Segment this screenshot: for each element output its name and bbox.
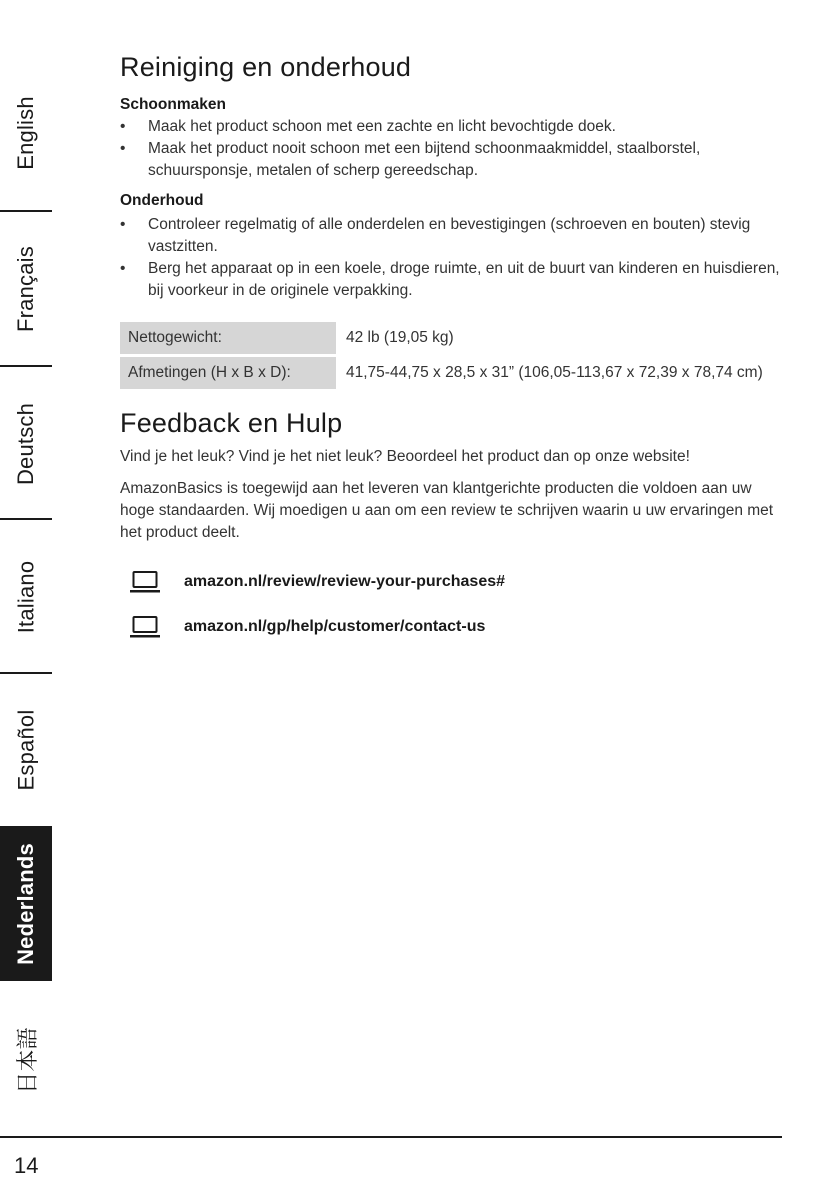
tab-deutsch-label: Deutsch xyxy=(13,402,39,485)
table-row xyxy=(120,322,774,354)
page-number: 14 xyxy=(14,1153,39,1178)
tab-japanese-label: 日本語 xyxy=(14,1026,40,1094)
section-title-cleaning: Reiniging en onderhoud xyxy=(120,52,412,82)
subheading-maintenance: Onderhoud xyxy=(120,192,204,209)
specs-table xyxy=(120,319,774,392)
maintenance-list xyxy=(120,214,784,302)
tab-italiano[interactable] xyxy=(0,520,52,673)
review-link[interactable]: amazon.nl/review/review-your-purchases# xyxy=(184,573,506,590)
table-row xyxy=(120,357,774,389)
spec-key: Afmetingen (H x B x D): xyxy=(120,357,336,389)
tab-espanol-label: Español xyxy=(13,709,38,791)
tab-italiano-label: Italiano xyxy=(13,560,39,633)
spec-value: 42 lb (19,05 kg) xyxy=(346,329,454,346)
contact-link-row[interactable] xyxy=(120,615,784,639)
list-item: • Maak het product schoon met een zachte en licht bevochtigde doek. xyxy=(120,116,784,138)
tab-francais-label: Français xyxy=(13,246,38,332)
clean-list xyxy=(120,116,784,182)
tab-espanol[interactable] xyxy=(0,674,52,826)
tab-deutsch[interactable] xyxy=(0,367,52,520)
feedback-intro: Vind je het leuk? Vind je het niet leuk? Beoordeel het product dan op onze website! xyxy=(120,448,690,465)
laptop-icon xyxy=(130,615,160,639)
tab-nederlands-label: Nederlands xyxy=(13,842,39,965)
list-item: • Maak het product nooit schoon met een bijtend schoonmaakmiddel, staalborstel, schuursponsje, metalen of scherp gereedschap. xyxy=(120,138,784,182)
tab-francais[interactable] xyxy=(0,212,52,366)
tab-english-label: English xyxy=(13,95,38,170)
contact-link[interactable]: amazon.nl/gp/help/customer/contact-us xyxy=(184,618,486,635)
spec-key: Nettogewicht: xyxy=(120,322,336,354)
review-link-row[interactable] xyxy=(120,570,784,594)
list-item: • Berg het apparaat op in een koele, droge ruimte, en uit de buurt van kinderen en huisdieren, bij voorkeur in de originele verpakking. xyxy=(120,258,784,302)
tab-japanese[interactable] xyxy=(0,995,52,1125)
list-item: • Controleer regelmatig of alle onderdelen en bevestigingen (schroeven en bouten) stevig vastzitten. xyxy=(120,214,784,258)
subheading-clean: Schoonmaken xyxy=(120,96,226,113)
footer-divider xyxy=(0,1136,782,1138)
section-title-feedback: Feedback en Hulp xyxy=(120,408,343,438)
tab-english[interactable] xyxy=(0,55,52,210)
spec-value: 41,75-44,75 x 28,5 x 31” (106,05-113,67 x 72,39 x 78,74 cm) xyxy=(346,364,763,381)
feedback-body: AmazonBasics is toegewijd aan het leveren van klantgerichte producten die voldoen aan uw hoge standaarden. Wij moedigen u aan om een review te schrijven waarin u uw ervaringen met het product deelt. xyxy=(120,480,774,541)
tab-nederlands[interactable] xyxy=(0,826,52,981)
main-content xyxy=(120,52,784,639)
laptop-icon xyxy=(130,570,160,594)
